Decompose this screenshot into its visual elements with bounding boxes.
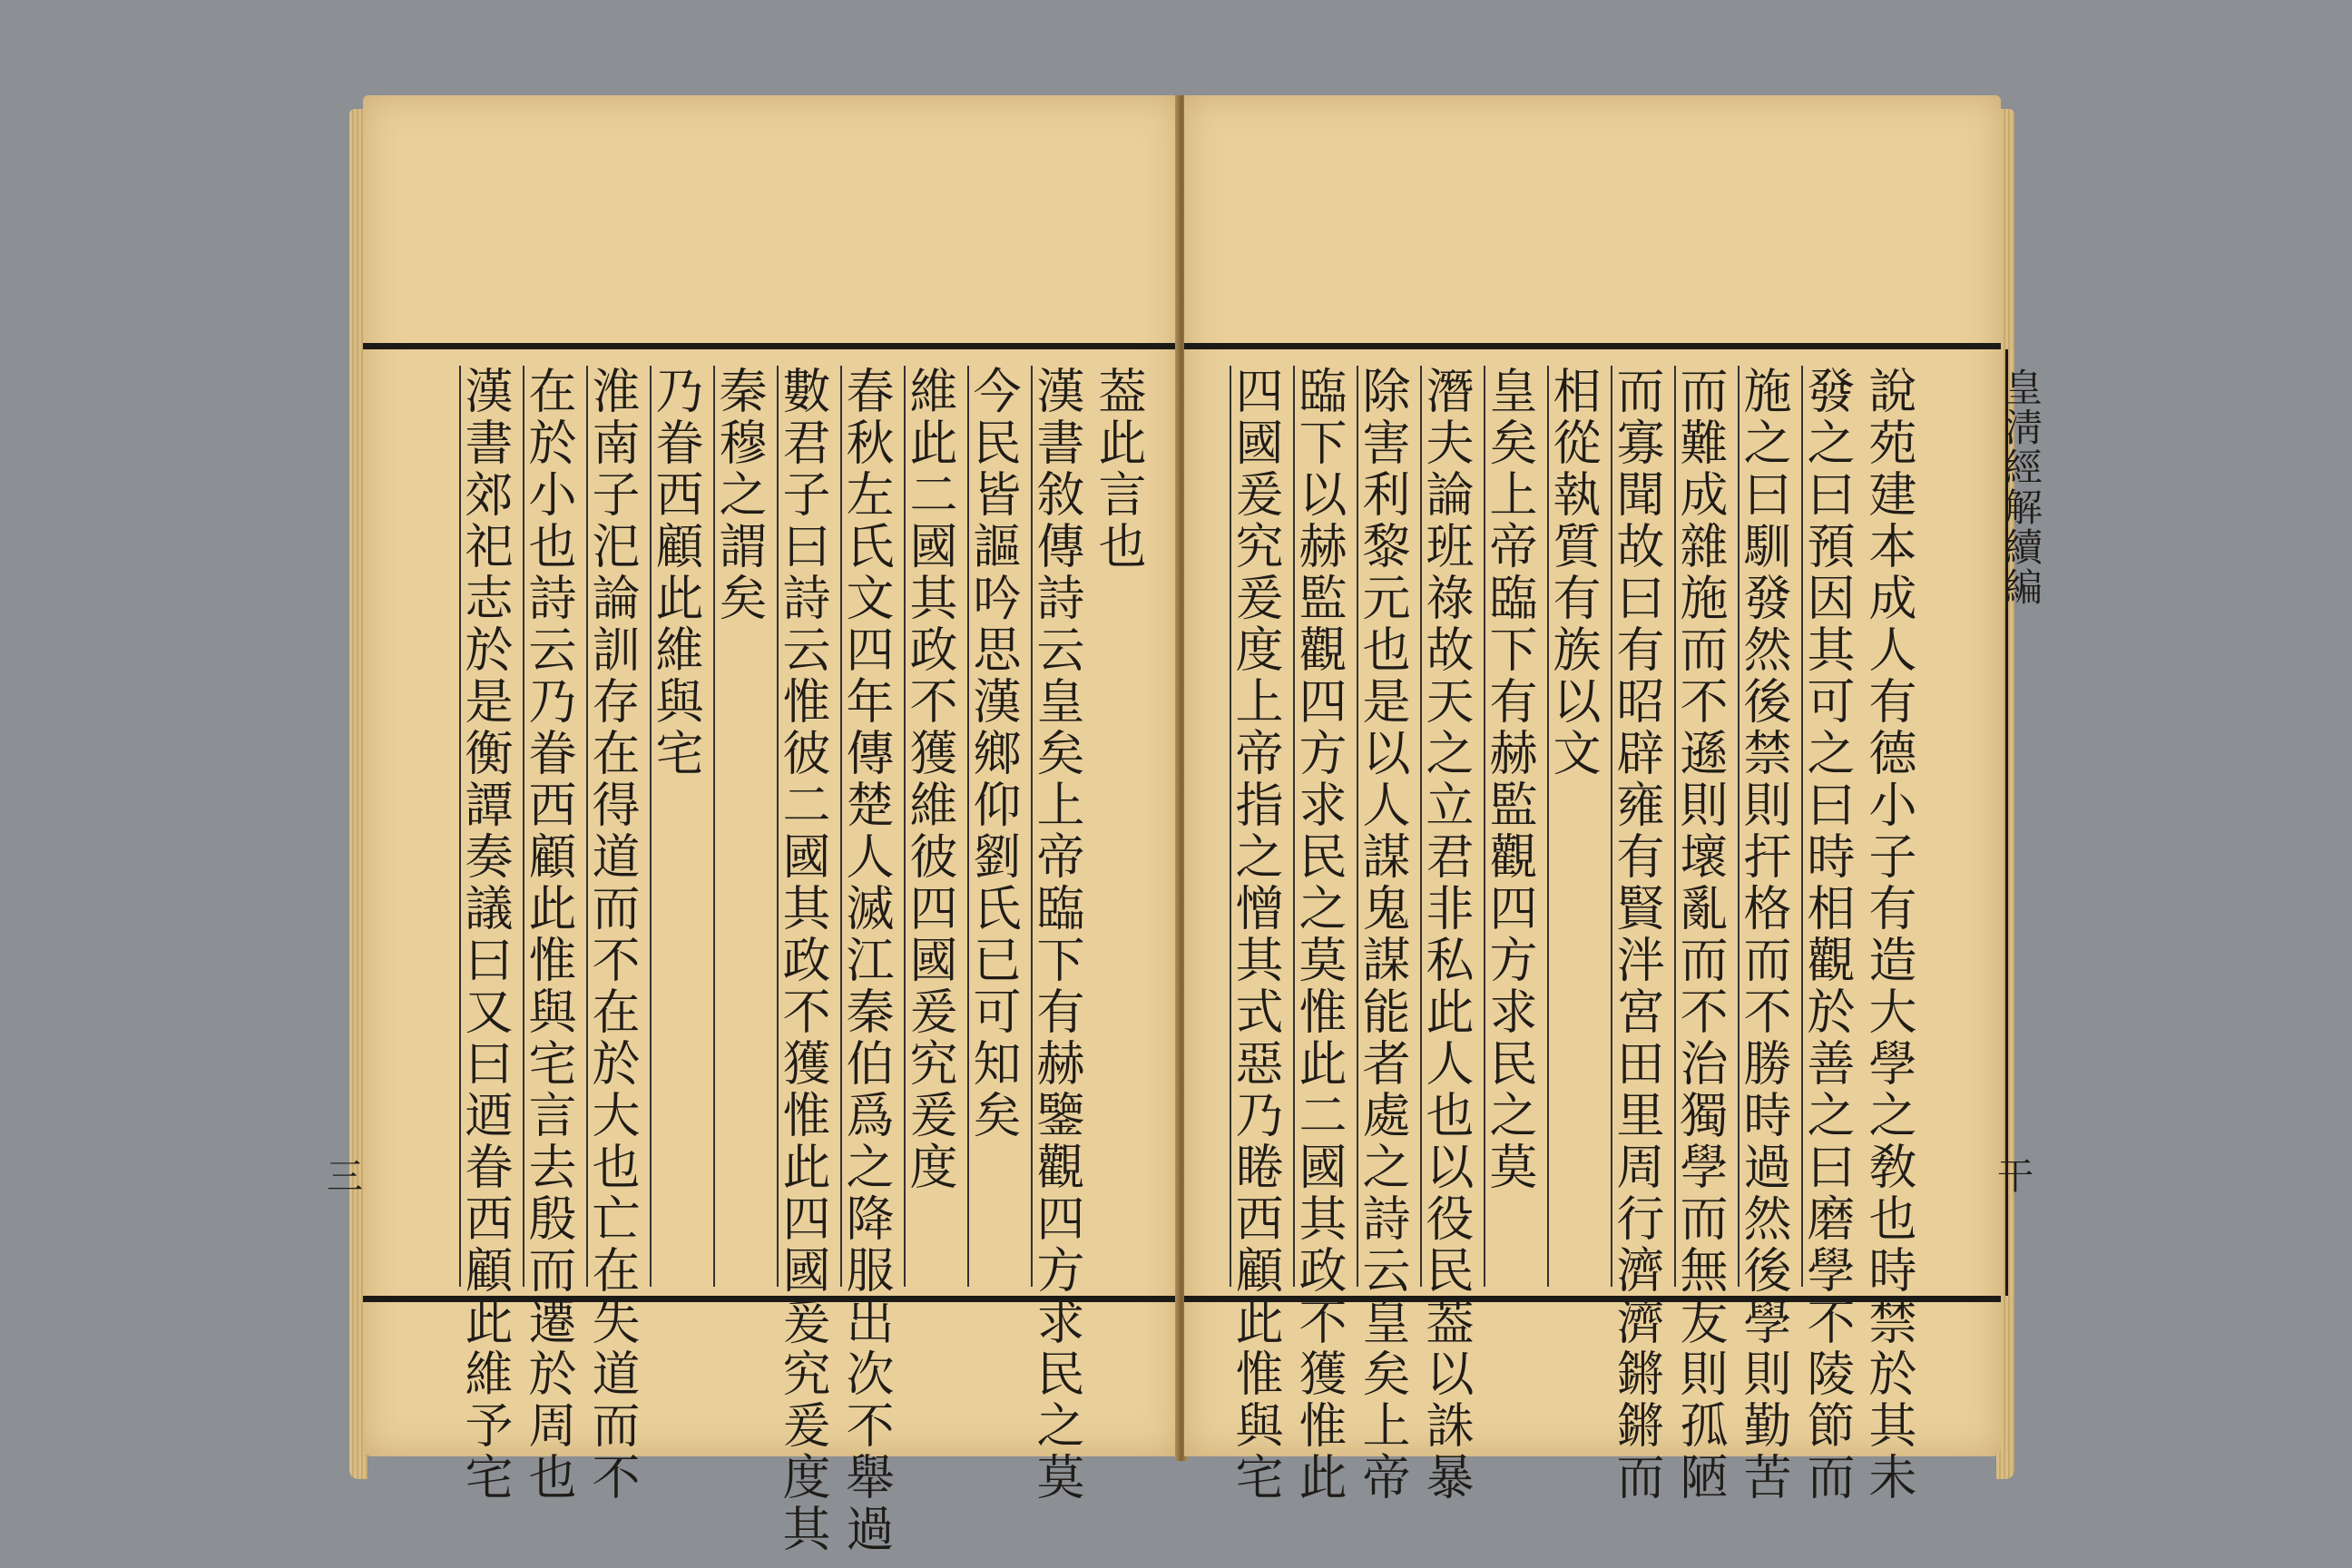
left-col-1: 葢此言也: [1091, 366, 1146, 573]
left-col-7: 秦穆之謂矣: [713, 366, 763, 1287]
right-text-frame: [1184, 343, 2043, 1504]
right-col-7: 皇矣上帝臨下有赫監觀四方求民之莫: [1484, 366, 1534, 1287]
left-col-8: 乃眷西顧此維與宅: [650, 366, 700, 1287]
left-col-4: 維此二國其政不獲維彼四國爰究爰度: [904, 366, 954, 1287]
right-col-3: 施之曰馴發然後禁則扞格而不勝時過然後學則勤苦: [1736, 366, 1791, 1504]
right-col-11: 四國爰究爰度上帝指之憎其式惡乃睠西顧此惟與宅: [1228, 366, 1283, 1504]
left-col-3: 今民皆謳吟思漢鄉仰劉氏已可知矣: [967, 366, 1017, 1287]
right-col-10: 臨下以赫監觀四方求民之莫惟此二國其政不獲惟此: [1291, 366, 1347, 1504]
right-spine-title: 皇淸經解續編: [1999, 368, 2043, 607]
left-col-10: 在於小也詩云乃眷西顧此惟與宅言去殷而遷於周也: [521, 366, 576, 1504]
left-text-frame: [363, 343, 1180, 1555]
left-col-2: 漢書敘傳詩云皇矣上帝臨下有赫鑒觀四方求民之莫: [1029, 366, 1084, 1504]
right-col-1: 說苑建本成人有德小子有造大學之敎也時禁於其未: [1861, 366, 1916, 1504]
right-col-9: 除害利黎元也是以人謀鬼謀能者處之詩云皇矣上帝: [1355, 366, 1410, 1504]
left-col-5: 春秋左氏文四年傳楚人滅江秦伯爲之降服出次不舉過: [838, 366, 894, 1555]
open-book: [327, 95, 2043, 1555]
left-col-6: 數君子曰詩云惟彼二國其政不獲惟此四國爰究爰度其: [775, 366, 830, 1555]
right-col-4: 而難成雜施而不遜則壞亂而不治獨學而無友則孤陋: [1672, 366, 1728, 1504]
left-col-11: 漢書郊祀志於是衡譚奏議曰又曰迺眷西顧此維予宅: [457, 366, 513, 1504]
right-folio: 干: [1997, 1156, 2034, 1198]
left-folio: 三: [327, 1156, 363, 1198]
right-col-8: 潛夫論班祿故天之立君非私此人也以役民葢以誅暴: [1418, 366, 1474, 1504]
right-col-6: 相從執質有族以文: [1547, 366, 1597, 1287]
left-page: [327, 95, 1180, 1555]
right-page: [1184, 95, 2043, 1504]
right-col-2: 發之曰預因其可之曰時相觀於善之曰磨學不陵節而: [1799, 366, 1855, 1504]
right-col-5: 而寡聞故曰有昭辟雍有賢泮宮田里周行濟濟鏘鏘而: [1609, 366, 1664, 1504]
left-col-9: 淮南子汜論訓存在得道而不在於大也亡在失道而不: [584, 366, 640, 1504]
